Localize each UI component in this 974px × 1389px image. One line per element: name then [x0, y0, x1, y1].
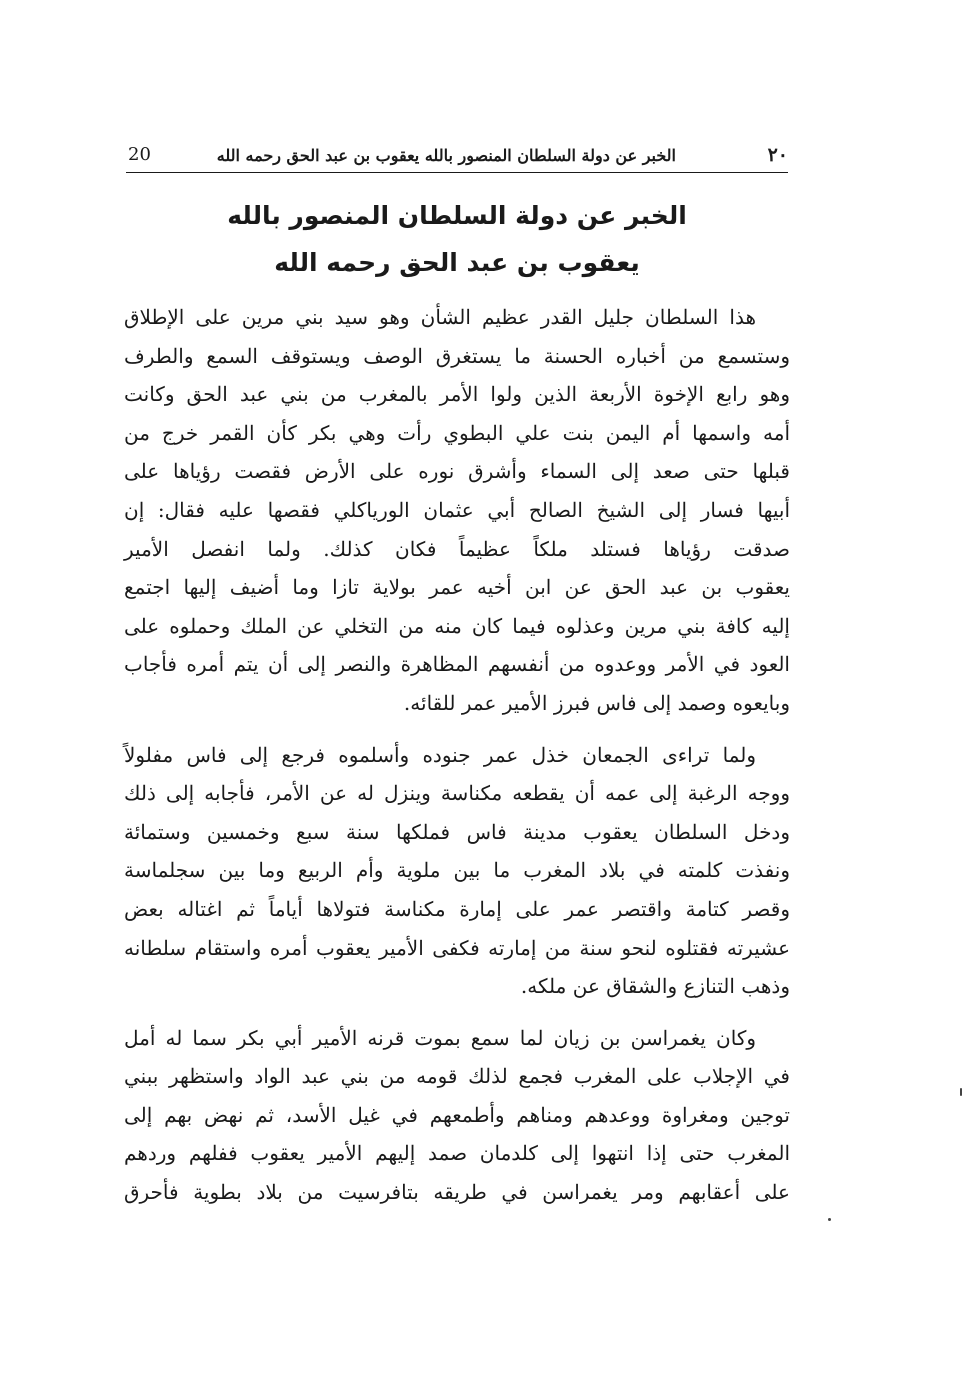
paragraph-3 — [124, 1019, 790, 1212]
text-line: عشيرته فقتلوه لنحو سنة من إمارته فكفى الأمير يعقوب أمره واستقام سلطانه — [124, 935, 790, 960]
paragraph-2 — [124, 736, 790, 1006]
text-line: وبايعوه وصمد إلى فاس فبرز الأمير عمر للقائه. — [403, 690, 790, 715]
scan-speck — [828, 1218, 831, 1221]
text-line: العود في الأمر ووعدوه من أنفسهم المظاهرة والنصر إلى أن يتم أمره فأجاب — [124, 652, 790, 677]
text-line: توجين ومغراوة ووعدهم ومناهم وأطمعهم في غيل الأسد، ثم نهض بهم إلى — [124, 1102, 790, 1127]
text-line: إليه كافة بني مرين وعذلوه فيما كان منه من التخلي عن الملك وحملوه على — [124, 613, 790, 638]
text-line: وستسمع من أخباره الحسنة ما يستغرق الوصف ويستوقف السمع والطرف — [124, 343, 790, 368]
page-number-latin: 20 — [128, 144, 151, 165]
text-line: قبلها حتى صعد إلى السماء وأشرق نوره على الأرض فقصت رؤياها على — [124, 459, 790, 484]
running-header — [126, 140, 788, 173]
chapter-title-line-1: الخبر عن دولة السلطان المنصور بالله — [227, 201, 687, 230]
text-line: صدقت رؤياها فستلد ملكاً عظيماً فكان كذلك. ولما انفصل الأمير — [124, 536, 790, 561]
text-line: المغرب حتى إذا انتهوا إلى كلدمان صمد إليهم الأمير يعقوب ففلهم وردهم — [124, 1141, 790, 1166]
chapter-title-line-2: يعقوب بن عبد الحق رحمه الله — [274, 248, 640, 277]
paragraph-1 — [124, 298, 790, 723]
text-line: وذهب التنازع والشقاق عن ملكه. — [520, 974, 790, 999]
text-line: ووجه الرغبة إلى عمه أن يقطعه مكناسة وينزل له عن الأمر، فأجابه إلى ذلك — [124, 781, 790, 806]
text-line: في الإجلاب على المغرب فجمع لذلك قومه من بني عبد الواد واستظهر ببني — [124, 1064, 790, 1089]
text-line: أمه واسمها أم اليمن بنت علي البطوي رأت وهي بكر كأن القمر خرج من — [124, 420, 790, 445]
text-line: يعقوب بن عبد الحق عن ابن أخيه عمر بولاية تازا وما أضيف إليها اجتمع — [124, 575, 790, 600]
body-text — [124, 298, 790, 1212]
text-line: وقصر كتامة واقتصر عمر على إمارة مكناسة فتولاها أياماً ثم اغتاله بعض — [124, 896, 790, 921]
text-line: هذا السلطان جليل القدر عظيم الشأن وهو سيد بني مرين على الإطلاق — [124, 305, 756, 329]
text-line: على أعقابهم ومر يغمراسن في طريقه بتافرسيت من بلاد بطوية فأحرق — [124, 1180, 790, 1205]
running-title: الخبر عن دولة السلطان المنصور بالله يعقوب بن عبد الحق رحمه الله — [216, 146, 676, 165]
text-line: وكان يغمراسن بن زيان لما سمع بموت قرنه الأمير أبي بكر سما له أمل — [124, 1025, 756, 1050]
page-number-arabic: ٢٠ — [767, 144, 788, 166]
chapter-title — [126, 192, 788, 286]
text-line: ونفذت كلمته في بلاد المغرب ما بين ملوية وأم الربيع وما بين سجلماسة — [124, 858, 790, 883]
scan-speck — [960, 1088, 962, 1096]
text-line: وهو رابع الإخوة الأربعة الذين ولوا الأمر بالمغرب من بني عبد الحق وكانت — [124, 382, 790, 407]
text-line: ولما تراءى الجمعان خذل عمر جنوده وأسلموه فرجع إلى فاس مفلولاً — [124, 742, 756, 767]
text-line: ودخل السلطان يعقوب مدينة فاس فملكها سنة سبع وخمسين وستمائة — [124, 819, 790, 844]
text-line: أبيها فسار إلى الشيخ الصالح أبي عثمان الورياكلي فقصها عليه فقال: إن — [124, 497, 790, 522]
